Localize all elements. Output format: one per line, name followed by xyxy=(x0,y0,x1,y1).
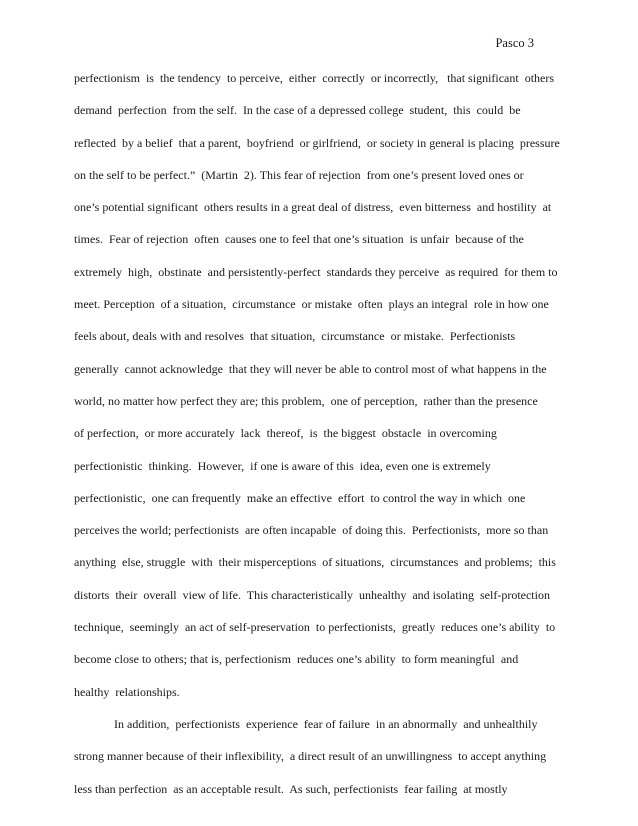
text-line: on the self to be perfect.” (Martin 2). This fear of rejection from one’s present loved ones or xyxy=(74,167,524,182)
text-line: generally cannot acknowledge that they will never be able to control most of what happens in the xyxy=(74,361,547,376)
text-line: one’s potential significant others results in a great deal of distress, even bitterness and hostility at xyxy=(74,200,552,215)
text-line: distorts their overall view of life. This characteristically unhealthy and isolating self-protection xyxy=(74,587,550,602)
text-line: perfectionistic thinking. However, if one is aware of this idea, even one is extremely xyxy=(74,458,491,473)
text-line: times. Fear of rejection often causes one to feel that one’s situation is unfair because of the xyxy=(74,232,524,247)
text-line: meet. Perception of a situation, circumstance or mistake often plays an integral role in how one xyxy=(74,297,549,312)
text-line: anything else, struggle with their misperceptions of situations, circumstances and problems; this xyxy=(74,555,556,570)
page-header: Pasco 3 xyxy=(495,36,534,50)
text-line: healthy relationships. xyxy=(74,684,180,699)
text-line: strong manner because of their inflexibility, a direct result of an unwillingness to accept anything xyxy=(74,749,547,764)
text-line: perfectionistic, one can frequently make an effective effort to control the way in which one xyxy=(74,490,526,505)
text-line: perceives the world; perfectionists are often incapable of doing this. Perfectionists, more so than xyxy=(74,523,549,538)
text-line: less than perfection as an acceptable result. As such, perfectionists fear failing at mostly xyxy=(74,781,508,796)
text-line: extremely high, obstinate and persistently-perfect standards they perceive as required for them to xyxy=(74,264,558,279)
text-line: of perfection, or more accurately lack thereof, is the biggest obstacle in overcoming xyxy=(74,426,497,441)
text-line: feels about, deals with and resolves that situation, circumstance or mistake. Perfectionists xyxy=(74,329,516,344)
text-line: demand perfection from the self. In the case of a depressed college student, this could be xyxy=(74,103,521,118)
text-line: In addition, perfectionists experience fear of failure in an abnormally and unhealthily xyxy=(114,716,538,731)
document-body xyxy=(74,62,566,805)
text-line: world, no matter how perfect they are; this problem, one of perception, rather than the presence xyxy=(74,393,538,408)
text-line: reflected by a belief that a parent, boyfriend or girlfriend, or society in general is placing pressure xyxy=(74,135,560,150)
text-line: perfectionism is the tendency to perceive, either correctly or incorrectly, that significant others xyxy=(74,71,555,85)
text-line: become close to others; that is, perfectionism reduces one’s ability to form meaningful and xyxy=(74,652,519,667)
text-line: technique, seemingly an act of self-preservation to perfectionists, greatly reduces one’s ability to xyxy=(74,620,556,635)
